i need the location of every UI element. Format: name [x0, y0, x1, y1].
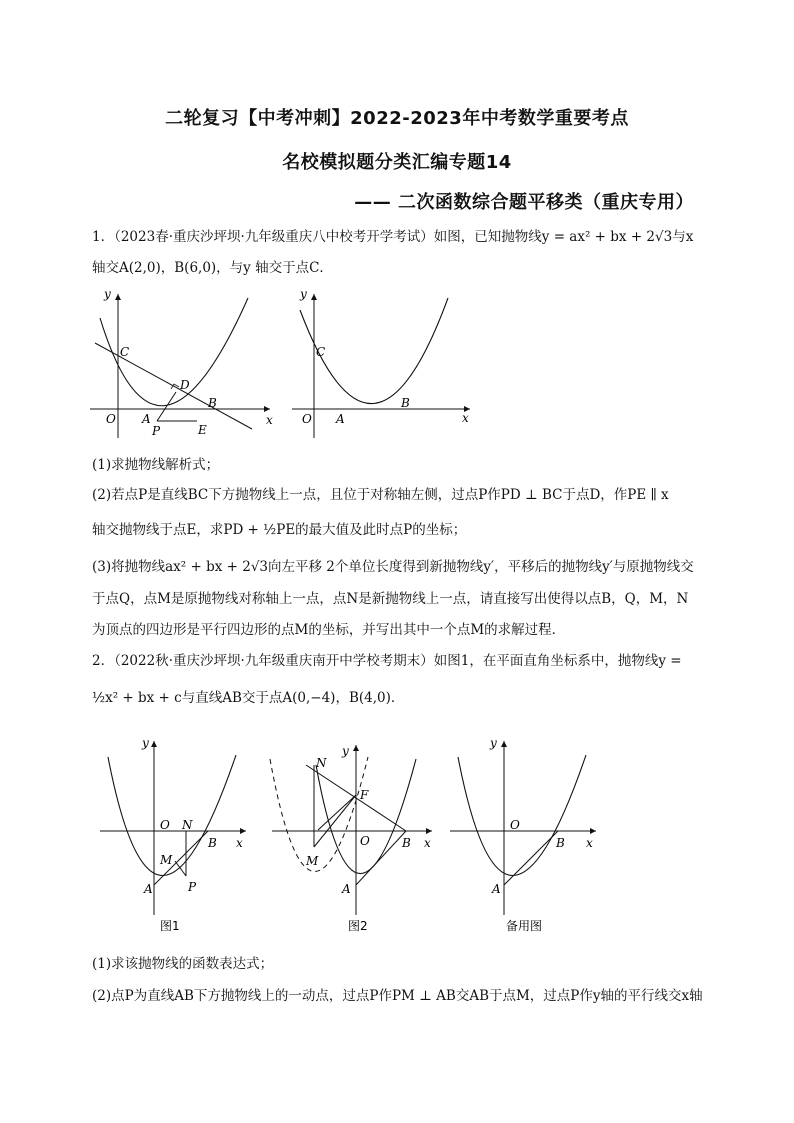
q1-intro-line1: 1．（2023春·重庆沙坪坝·九年级重庆八中校考开学考试）如图，已知抛物线y = ax² + bx + 2√3与x: [92, 229, 694, 245]
q2-figure-1-svg: [96, 735, 256, 935]
segment-pd: [157, 392, 176, 421]
q2-intro-line2: ½x² + bx + c与直线AB交于点A(0,−4)，B(4,0)．: [92, 690, 405, 706]
doc-title-line3: —— 二次函数综合题平移类（重庆专用）: [354, 192, 694, 213]
label-a: A: [336, 412, 345, 426]
label-x: x: [462, 411, 469, 425]
q2-figure-2-svg: [266, 735, 436, 935]
q2-figure-1: [96, 735, 256, 939]
label-y: y: [300, 287, 307, 301]
label-b: B: [208, 396, 217, 410]
label-y: y: [142, 736, 149, 750]
label-b: B: [556, 836, 565, 850]
x-axis-arrow: [240, 828, 246, 834]
label-m: M: [160, 853, 173, 867]
label-a: A: [342, 882, 351, 896]
q2-figure-3: [446, 735, 606, 939]
label-n: N: [316, 756, 327, 770]
q2-part2-line1: (2)点P为直线AB下方抛物线上的一动点，过点P作PM ⊥ AB交AB于点M，过点P作y轴的平行线交x轴: [92, 988, 703, 1004]
label-x: x: [586, 836, 593, 850]
y-axis-arrow: [311, 294, 317, 300]
label-n: N: [182, 818, 193, 832]
label-d: D: [180, 378, 190, 392]
label-o: O: [160, 818, 170, 832]
q1-part2-line1: (2)若点P是直线BC下方抛物线上一点，且位于对称轴左侧，过点P作PD ⊥ BC于点D，作PE ∥ x: [92, 487, 669, 503]
x-axis-arrow: [590, 828, 596, 834]
q1-part2-line2: 轴交抛物线于点E，求PD + ½PE的最大值及此时点P的坐标；: [92, 522, 467, 538]
label-x: x: [266, 413, 273, 427]
y-axis-arrow: [115, 294, 121, 300]
label-o: O: [302, 412, 312, 426]
label-y: y: [104, 287, 111, 301]
q1-part3-line2: 于点Q，点M是原抛物线对称轴上一点，点N是新抛物线上一点，请直接写出使得以点B，Q，M，N: [92, 591, 689, 607]
label-a: A: [144, 882, 153, 896]
q1-figure-2: [292, 288, 482, 442]
x-axis-arrow: [264, 406, 270, 412]
label-f: F: [360, 788, 369, 802]
parabola: [458, 755, 586, 876]
label-o: O: [106, 412, 116, 426]
label-x: x: [236, 836, 243, 850]
line-bc: [95, 343, 252, 429]
x-axis-arrow: [426, 828, 432, 834]
y-axis-arrow: [501, 741, 507, 747]
doc-title-line1: 二轮复习【中考冲刺】2022-2023年中考数学重要考点: [165, 108, 629, 129]
parabola: [316, 759, 416, 874]
q2-figure-2: [266, 735, 436, 939]
label-b: B: [402, 836, 411, 850]
q2-figure-3-svg: [446, 735, 606, 935]
q1-figure-1-svg: [90, 288, 280, 438]
label-b: B: [401, 396, 410, 410]
y-axis-arrow: [151, 741, 157, 747]
q1-figure-1: [90, 288, 280, 442]
q2-intro-line1: 2．（2022秋·重庆沙坪坝·九年级重庆南开中学校考期末）如图1，在平面直角坐标系中，抛物线y =: [92, 653, 682, 669]
q1-figure-2-svg: [292, 288, 482, 438]
label-o: O: [360, 834, 370, 848]
label-c: C: [120, 345, 130, 359]
q1-part1: (1)求抛物线解析式；: [92, 457, 220, 473]
label-e: E: [198, 423, 207, 437]
label-c: C: [316, 345, 326, 359]
q1-part3-line3: 为顶点的四边形是平行四边形的点M的坐标，并写出其中一个点M的求解过程．: [92, 622, 566, 638]
label-p: P: [188, 880, 197, 894]
label-a: A: [492, 882, 501, 896]
caption-fig1: 图1: [160, 919, 180, 933]
line-ab: [504, 831, 558, 885]
caption-fig3: 备用图: [506, 919, 543, 933]
q1-intro-line2: 轴交A(2,0)，B(6,0)，与y 轴交于点C．: [92, 260, 333, 276]
y-axis-arrow: [353, 745, 359, 751]
label-y: y: [342, 744, 349, 758]
label-o: O: [510, 818, 520, 832]
doc-title-line2: 名校模拟题分类汇编专题14: [282, 152, 512, 173]
label-a: A: [142, 412, 151, 426]
label-x: x: [424, 836, 431, 850]
label-b: B: [208, 836, 217, 850]
caption-fig2: 图2: [348, 919, 368, 933]
label-y: y: [490, 736, 497, 750]
q1-part3-line1: (3)将抛物线ax² + bx + 2√3向左平移 2个单位长度得到新抛物线y′，平移后的抛物线y′与原抛物线交: [92, 559, 694, 575]
label-m: M: [306, 854, 319, 868]
label-p: P: [152, 424, 161, 438]
q2-part1: (1)求该抛物线的函数表达式；: [92, 956, 274, 972]
